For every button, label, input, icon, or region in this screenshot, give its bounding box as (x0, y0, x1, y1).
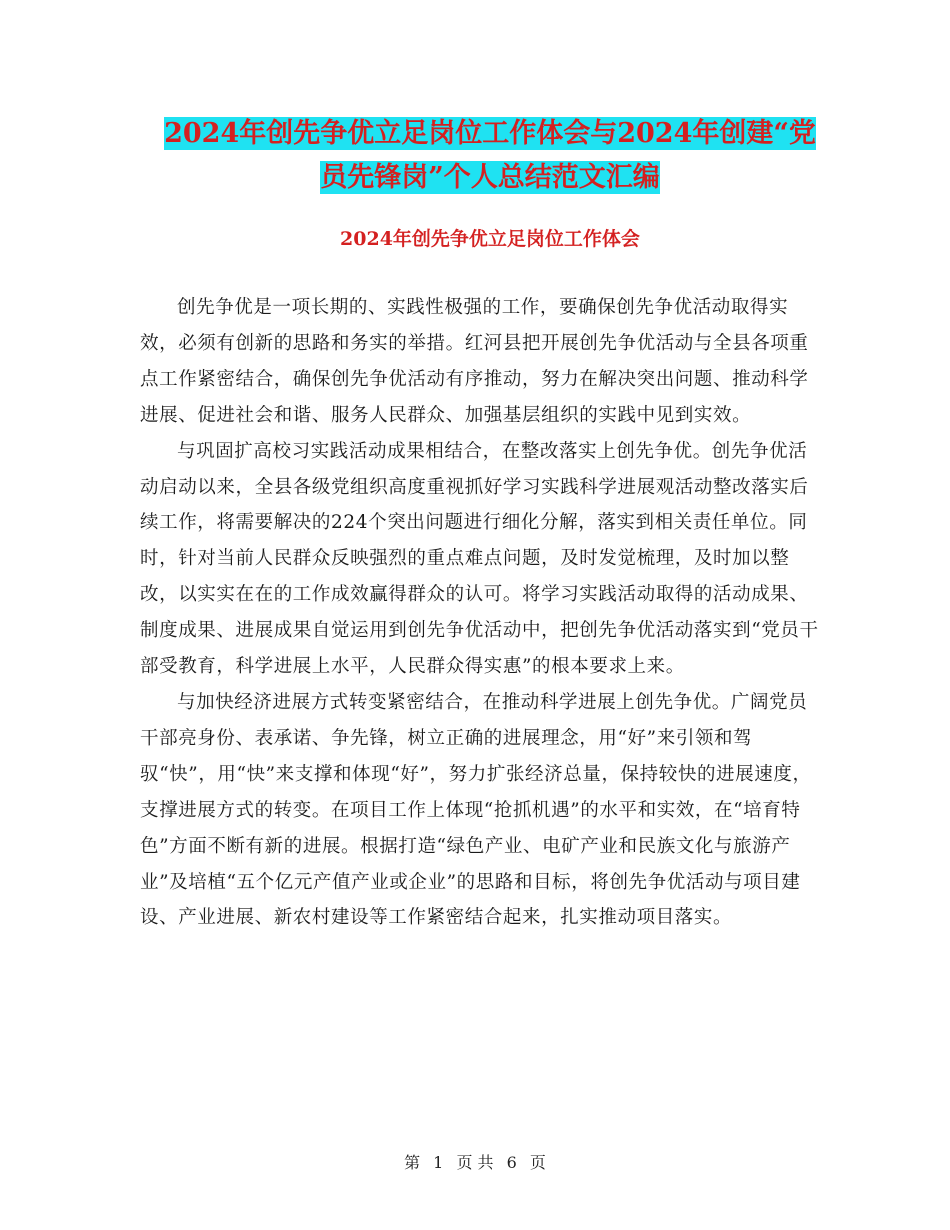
paragraph: 与加快经济进展方式转变紧密结合，在推动科学进展上创先争优。广阔党员干部亮身份、表承诺、争先锋，树立正确的进展理念，用“好”来引领和驾驭“快”，用“快”来支撑和体现“好”，努力扩张经济总量，保持较快的进展速度，支撑进展方式的转变。在项目工作上体现“抢抓机遇”的水平和实效，在“培育特色”方面不断有新的进展。根据打造“绿色产业、电矿产业和民族文化与旅游产业”及培植“五个亿元产值产业或企业”的思路和目标，将创先争优活动与项目建设、产业进展、新农村建设等工作紧密结合起来，扎实推动项目落实。 (140, 691, 812, 929)
page-footer (0, 1150, 950, 1173)
paragraph: 创先争优是一项长期的、实践性极强的工作，要确保创先争优活动取得实效，必须有创新的思路和务实的举措。红河县把开展创先争优活动与全县各项重点工作紧密结合，确保创先争优活动有序推动，努力在解决突出问题、推动科学进展、促进社会和谐、服务人民群众、加强基层组织的实践中见到实效。 (140, 297, 809, 426)
footer-suffix: 页 (529, 1153, 546, 1172)
title-line-2: 员先锋岗”个人总结范文汇编 (320, 162, 660, 193)
document-title (140, 112, 840, 200)
document-body (140, 290, 820, 936)
section-title: 2024年创先争优立足岗位工作体会 (340, 228, 640, 250)
footer-page-number: 1 (433, 1153, 444, 1172)
footer-prefix: 第 (404, 1153, 421, 1172)
footer-page-total: 6 (506, 1153, 517, 1172)
paragraph: 与巩固扩高校习实践活动成果相结合，在整改落实上创先争优。创先争优活动启动以来，全县各级党组织高度重视抓好学习实践科学进展观活动整改落实后续工作，将需要解决的224个突出问题进行细化分解，落实到相关责任单位。同时，针对当前人民群众反映强烈的重点难点问题，及时发觉梳理，及时加以整改，以实实在在的工作成效赢得群众的认可。将学习实践活动取得的活动成果、制度成果、进展成果自觉运用到创先争优活动中，把创先争优活动落实到“党员干部受教育，科学进展上水平，人民群众得实惠”的根本要求上来。 (140, 440, 819, 678)
footer-middle: 页 共 (456, 1153, 494, 1172)
title-line-1: 2024年创先争优立足岗位工作体会与2024年创建“党 (164, 118, 816, 149)
